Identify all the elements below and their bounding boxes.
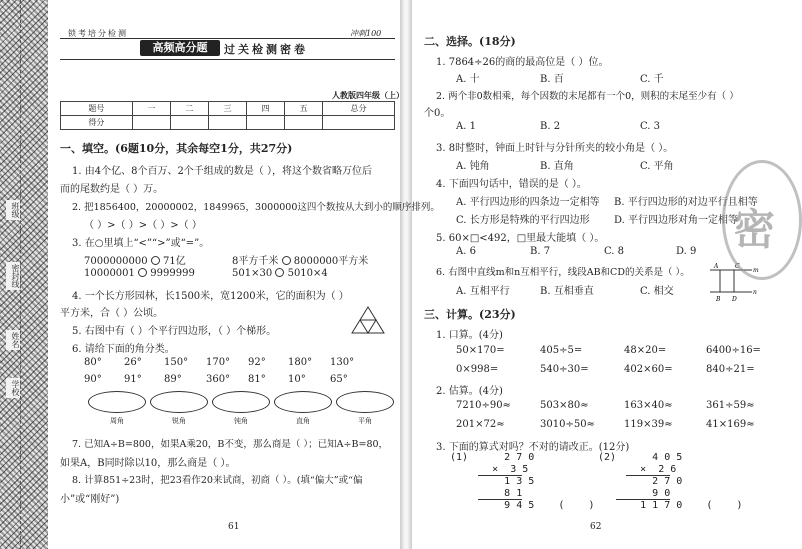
c3-text: 3. 8时整时，钟面上时针与分针所夹的较小角是（ ）。 xyxy=(436,143,674,154)
angle-value: 80° xyxy=(84,357,102,368)
q7-line1: 7. 已知A÷B=800，如果A乘20，B不变，那么商是（ ）；已知A÷B=80， xyxy=(72,439,389,450)
q3-value: 501×30 xyxy=(232,268,273,279)
q1-line1: 1. 由4个亿、8个百万、2个千组成的数是（ ），将这个数省略万位后 xyxy=(72,166,372,177)
q8-line1: 8. 计算851÷23时，把23看作20来试商，初商（ ）。(填“偏大”或“偏 xyxy=(72,475,363,486)
estimate-item: 361÷59≈ xyxy=(706,400,755,411)
estimate-item: 7210÷90≈ xyxy=(456,400,511,411)
score-cell[interactable] xyxy=(208,116,246,130)
score-header: 五 xyxy=(285,102,323,116)
angle-value: 150° xyxy=(164,357,189,368)
compare-circle[interactable] xyxy=(151,256,160,265)
brand-label: 冲刺100 xyxy=(350,29,382,38)
name-label: 姓名 xyxy=(6,330,20,350)
c2-text-2: 个0。 xyxy=(424,108,451,119)
angle-value: 81° xyxy=(248,374,266,385)
q3-value: 10000001 xyxy=(84,268,135,279)
estimate-item: 163×40≈ xyxy=(624,400,673,411)
q3-value: 5010×4 xyxy=(287,268,328,279)
oral-calc-item: 540÷30= xyxy=(540,364,589,375)
c1-opt-c[interactable]: C. 千 xyxy=(640,74,664,85)
score-header: 二 xyxy=(170,102,208,116)
score-cell[interactable] xyxy=(170,116,208,130)
q3-row1-right xyxy=(232,252,368,267)
estimate-item: 3010÷50≈ xyxy=(540,419,595,430)
score-header: 三 xyxy=(208,102,246,116)
ellipse-label: 平角 xyxy=(358,417,372,425)
oral-calc-item: 50×170= xyxy=(456,345,505,356)
vertical-calc-2: (2) 4 0 5 × 2 6 2 7 0 9 0 1 1 7 0 ( ) xyxy=(598,452,743,511)
binding-strip xyxy=(0,0,48,549)
fig-label: n xyxy=(753,289,757,296)
c2-opt-a[interactable]: A. 1 xyxy=(456,121,476,132)
c3-opt-b[interactable]: B. 直角 xyxy=(540,161,574,172)
class-label: 班级 xyxy=(6,200,20,220)
q3-value: 9999999 xyxy=(150,268,195,279)
angle-value: 91° xyxy=(124,374,142,385)
c6-opt-b[interactable]: B. 互相垂直 xyxy=(540,286,594,297)
c2-opt-c[interactable]: C. 3 xyxy=(640,121,661,132)
header-rule-top xyxy=(60,38,395,39)
c5-opt-d[interactable]: D. 9 xyxy=(676,246,697,257)
q3-row1-left xyxy=(84,252,186,267)
k1-title: 1. 口算。(4分) xyxy=(436,330,503,341)
score-header: 一 xyxy=(132,102,170,116)
c6-text: 6. 右图中直线m和n互相平行，线段AB和CD的关系是（ ）。 xyxy=(436,267,690,278)
estimate-item: 503×80≈ xyxy=(540,400,589,411)
cut-line xyxy=(20,0,21,549)
ellipse-label: 锐角 xyxy=(172,417,186,425)
section-choice-title: 二、选择。(18分) xyxy=(424,35,516,48)
ellipse-zhou[interactable] xyxy=(88,391,146,413)
oral-calc-item: 402×60= xyxy=(624,364,673,375)
q4-line1: 4. 一个长方形园林，长1500米，宽1200米，它的面积为（ ） xyxy=(72,291,349,302)
ellipse-dun[interactable] xyxy=(212,391,270,413)
c2-text: 2. 两个非0数相乘，每个因数的末尾都有一个0，则积的末尾至少有（ ） xyxy=(436,91,739,102)
estimate-item: 41×169≈ xyxy=(706,419,755,430)
ellipse-ping[interactable] xyxy=(336,391,394,413)
c1-opt-a[interactable]: A. 十 xyxy=(456,74,480,85)
edition-label: 人教版四年级（上） xyxy=(332,91,404,100)
c5-opt-b[interactable]: B. 7 xyxy=(530,246,551,257)
series-label: 锁考培分检测 xyxy=(68,29,128,38)
q3-value: 71亿 xyxy=(163,256,186,267)
triangle-figure xyxy=(350,305,386,335)
k2-title: 2. 估算。(4分) xyxy=(436,386,503,397)
q8-line2: 小”或“刚好”) xyxy=(60,494,120,505)
angle-value: 10° xyxy=(288,374,306,385)
q6-title: 6. 请给下面的角分类。 xyxy=(72,344,175,355)
estimate-item: 119×39≈ xyxy=(624,419,673,430)
angle-value: 170° xyxy=(206,357,231,368)
angle-value: 65° xyxy=(330,374,348,385)
angle-value: 26° xyxy=(124,357,142,368)
c4-opt-a[interactable]: A. 平行四边形的四条边一定相等 xyxy=(456,197,600,208)
page-number-left: 61 xyxy=(228,522,240,532)
q2-line1: 2. 把1856400，20000002，1849965，3000000这四个数按从大到小的顺序排列。 xyxy=(72,202,440,213)
c4-opt-d[interactable]: D. 平行四边形对角一定相等 xyxy=(614,215,739,226)
angle-value: 92° xyxy=(248,357,266,368)
page-gutter xyxy=(400,0,412,549)
fig-label: D xyxy=(732,296,737,303)
section-calc-title: 三、计算。(23分) xyxy=(424,308,516,321)
oral-calc-item: 840÷21= xyxy=(706,364,755,375)
angle-value: 90° xyxy=(84,374,102,385)
section-fill-title: 一、填空。(6题10分，其余每空1分，共27分) xyxy=(60,142,293,155)
c2-opt-b[interactable]: B. 2 xyxy=(540,121,561,132)
k3-title: 3. 下面的算式对吗？不对的请改正。(12分) xyxy=(436,442,630,453)
q5-text: 5. 右图中有（ ）个平行四边形，（ ）个梯形。 xyxy=(72,326,277,337)
score-header: 题号 xyxy=(61,102,133,116)
q4-line2: 平方米，合（ ）公顷。 xyxy=(60,308,164,319)
oral-calc-item: 48×20= xyxy=(624,345,667,356)
q1-line2: 而的尾数约是（ ）万。 xyxy=(60,184,164,195)
seal-label: 密封线 xyxy=(6,262,20,290)
angle-value: 130° xyxy=(330,357,355,368)
ellipse-label: 钝角 xyxy=(234,417,248,425)
calc1-rule xyxy=(478,499,522,500)
q3-value: 7000000000 xyxy=(84,256,148,267)
header-rule-bottom xyxy=(60,59,395,60)
c6-opt-c[interactable]: C. 相交 xyxy=(640,286,674,297)
c5-text: 5. 60×□<492，□里最大能填（ ）。 xyxy=(436,233,605,244)
c3-opt-a[interactable]: A. 钝角 xyxy=(456,161,490,172)
score-row xyxy=(61,116,395,130)
calc1-rule xyxy=(478,475,522,476)
c4-text: 4. 下面四句话中，错误的是（ ）。 xyxy=(436,179,587,190)
vertical-calc-1: (1) 2 7 0 × 3 5 1 3 5 8 1 9 4 5 ( ) xyxy=(450,452,595,511)
q2-line2: （ ）>（ ）>（ ）>（ ） xyxy=(84,220,202,231)
fig-label: C xyxy=(735,263,740,270)
score-cell[interactable] xyxy=(132,116,170,130)
watermark-stamp: 密 xyxy=(722,160,802,280)
c1-text: 1. 7864÷26的商的最高位是（ ）位。 xyxy=(436,57,609,68)
c6-opt-a[interactable]: A. 互相平行 xyxy=(456,286,510,297)
c4-opt-c[interactable]: C. 长方形是特殊的平行四边形 xyxy=(456,215,590,226)
c4-opt-b[interactable]: B. 平行四边形的对边平行且相等 xyxy=(614,197,758,208)
score-header: 四 xyxy=(247,102,285,116)
score-cell[interactable] xyxy=(323,116,395,130)
calc2-rule xyxy=(616,499,670,500)
oral-calc-item: 0×998= xyxy=(456,364,499,375)
compare-circle[interactable] xyxy=(138,268,147,277)
compare-circle[interactable] xyxy=(282,256,291,265)
c3-opt-c[interactable]: C. 平角 xyxy=(640,161,674,172)
ellipse-zhi[interactable] xyxy=(274,391,332,413)
fig-label: B xyxy=(716,296,721,303)
banner-box: 高频高分题 xyxy=(140,40,220,56)
angle-value: 360° xyxy=(206,374,231,385)
ellipse-label: 直角 xyxy=(296,417,310,425)
score-header-row xyxy=(61,102,395,116)
score-table xyxy=(60,101,395,130)
score-cell[interactable] xyxy=(247,116,285,130)
ellipse-label: 周角 xyxy=(110,417,124,425)
q3-value: 8000000平方米 xyxy=(293,256,369,267)
page-number-right: 62 xyxy=(590,522,602,532)
score-cell[interactable] xyxy=(285,116,323,130)
c5-opt-a[interactable]: A. 6 xyxy=(456,246,476,257)
fig-label: A xyxy=(714,263,719,270)
q7-line2: 如果A，B同时除以10，那么商是（ ）。 xyxy=(60,458,236,469)
c1-opt-b[interactable]: B. 百 xyxy=(540,74,564,85)
score-header: 总分 xyxy=(323,102,395,116)
angle-value: 89° xyxy=(164,374,182,385)
q3-row2-left xyxy=(84,268,195,279)
fig-label: m xyxy=(753,267,759,274)
oral-calc-item: 6400÷16= xyxy=(706,345,761,356)
angle-value: 180° xyxy=(288,357,313,368)
q3-value: 8平方千米 xyxy=(232,256,279,267)
estimate-item: 201×72≈ xyxy=(456,419,505,430)
ellipse-rui[interactable] xyxy=(150,391,208,413)
banner-text: 过关检测密卷 xyxy=(224,43,308,56)
c5-opt-c[interactable]: C. 8 xyxy=(604,246,625,257)
school-label: 学校 xyxy=(6,378,20,398)
title-banner xyxy=(140,40,340,56)
q3-title: 3. 在○里填上“<”“>”或“=”。 xyxy=(72,238,210,249)
compare-circle[interactable] xyxy=(275,268,284,277)
calc2-rule xyxy=(626,475,670,476)
oral-calc-item: 405÷5= xyxy=(540,345,583,356)
q3-row2-right xyxy=(232,268,328,279)
score-row-label: 得分 xyxy=(61,116,133,130)
